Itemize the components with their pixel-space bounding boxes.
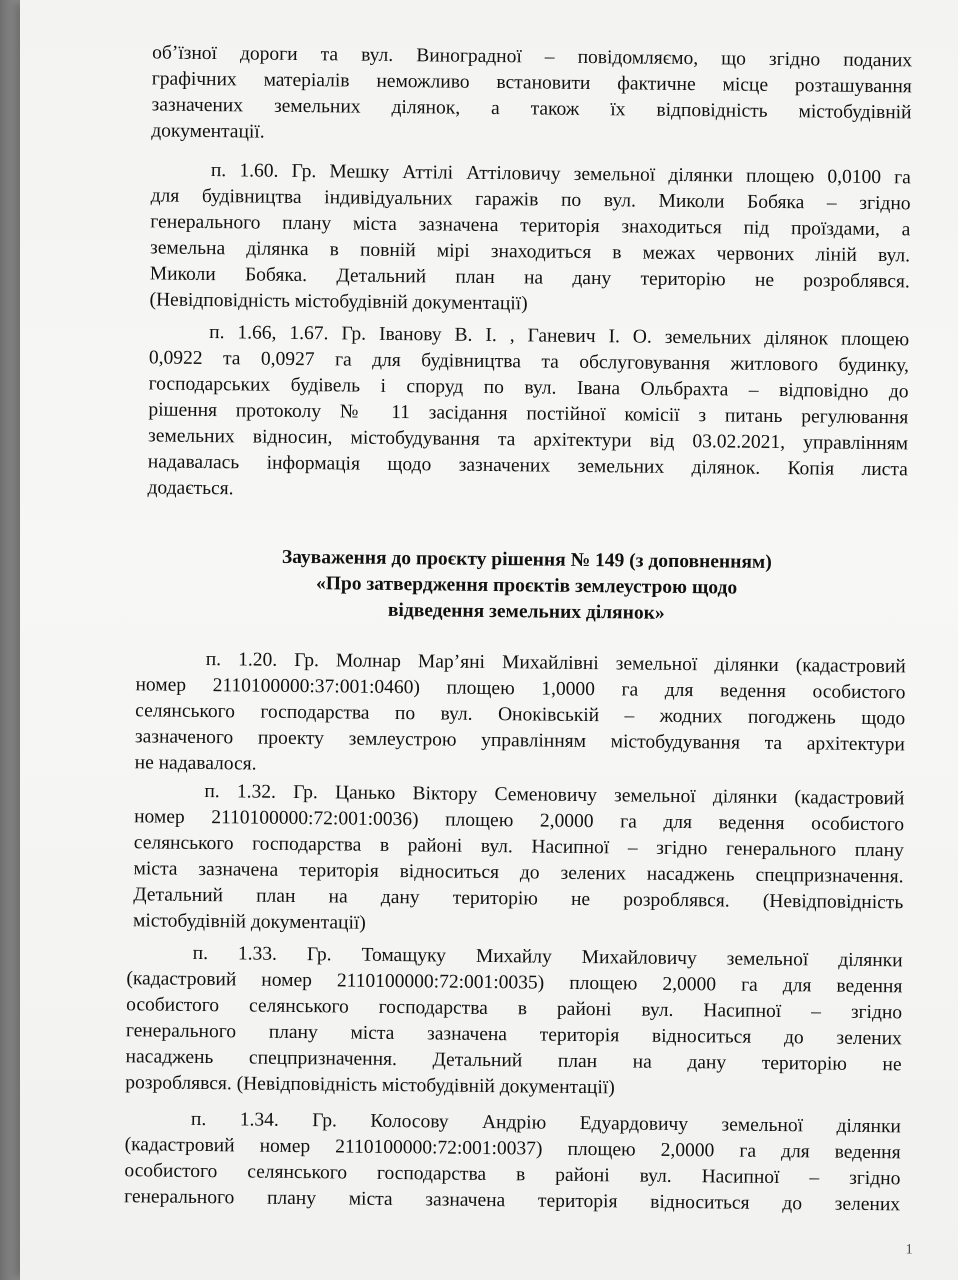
paragraph-line: п. 1.66, 1.67. Гр. Іванову В. І. , Ганевич І. О. земельних ділянок площею [209,322,910,351]
paragraph-line: зазначеного проекту землеустрою управлінням містобудування та архітектури [134,726,906,756]
paragraph-line: номер 2110100000:72:001:0036) площею 2,0000 га для ведення особистого [134,806,905,836]
paragraph-line: зазначених земельних ділянок, а також їх відповідність містобудівній [151,94,912,124]
paragraph-line: міста зазначена територія відноситься до зелених насаджень спецпризначення. [133,858,904,888]
paragraph-line: для будівництва індивідуальних гаражів по вул. Миколи Бобяка – згідно [150,185,911,215]
paragraph-line: документації. [151,120,265,143]
paragraph-line: Детальний план на дану територію не розроблявся. (Невідповідність [133,884,904,914]
paragraph-line: розроблявся. (Невідповідність містобудівній документації) [125,1072,615,1099]
paragraph-line: п. 1.32. Гр. Цанько Віктору Семеновичу земельної ділянки (кадастровий [204,781,905,810]
paragraph-line: (Невідповідність містобудівній документації) [149,289,528,315]
paragraph-line: п. 1.60. Гр. Мешку Аттілі Аттіловичу земельної ділянки площею 0,0100 га [210,160,911,189]
section-heading-line-2: «Про затвердження проєктів землеустрою щодо [315,573,738,599]
document-text [20,0,958,1280]
section-heading-line-3: відведення земельних ділянок» [387,599,665,624]
paragraph-line: п. 1.34. Гр. Колосову Андрію Едуардовичу земельної ділянки [190,1108,902,1138]
page-mark: 1 [905,1242,913,1258]
paragraph-line: особистого селянського господарства в районі вул. Насипної – згідно [126,994,903,1024]
paragraph-line: надавалась інформація щодо зазначених земельних ділянок. Копія листа [147,451,908,481]
paragraph-line: п. 1.33. Гр. Томащуку Михайлу Михайловичу земельної ділянки [192,942,903,972]
paragraph-line: Миколи Бобяка. Детальний план на дану територію не розроблявся. [149,263,910,293]
paragraph-line: (кадастровий номер 2110100000:72:001:0035) площею 2,0000 га для ведення [126,968,903,998]
paragraph-line: селянського господарства в районі вул. Насипної – згідно генерального плану [133,832,904,862]
paragraph-line: селянського господарства по вул. Оноківській – жодних погоджень щодо [135,700,906,730]
paragraph-line: рішення протоколу № 11 засідання постійної комісії з питань регулювання [148,399,909,429]
paragraph-line: містобудівній документації) [132,910,366,934]
paragraph-line: (кадастровий номер 2110100000:72:001:0037) площею 2,0000 га для ведення [124,1134,901,1164]
paragraph-line: номер 2110100000:37:001:0460) площею 1,0000 га для ведення особистого [135,674,906,704]
paragraph-line: господарських будівель і споруд по вул. Івана Ольбрахта – відповідно до [148,373,909,403]
paragraph-line: п. 1.20. Гр. Молнар Мар’яні Михайлівні земельної ділянки (кадастровий [205,649,906,678]
paragraph-line: графічних матеріалів неможливо встановити фактичне місце розташування [151,68,912,98]
section-heading-line-1: Зауваження до проєкту рішення № 149 (з доповненням) [281,546,772,573]
paragraph-line: насаджень спецпризначення. Детальний план на дану територію не [125,1046,902,1076]
paragraph-line: генерального плану міста зазначена територія відноситься до зелених [125,1020,902,1050]
paragraph-line: 0,0922 та 0,0927 га для будівництва та обслуговування житлового будинку, [148,347,910,377]
paragraph-line: додається. [147,477,234,500]
paragraph-line: особистого селянського господарства в районі вул. Насипної – згідно [124,1160,901,1190]
paragraph-line: генерального плану міста зазначена територія знаходиться під проїздами, а [150,211,911,241]
paragraph-line: земельних відносин, містобудування та архітектури від 03.02.2021, управлінням [148,425,909,455]
paragraph-line: об’їзної дороги та вул. Виноградної – повідомляємо, що згідно поданих [152,42,913,72]
paragraph-line: генерального плану міста зазначена територія відноситься до зелених [124,1186,901,1216]
paragraph-line: земельна ділянка в повній мірі знаходиться в межах червоних ліній вул. [149,237,911,267]
document-page [20,0,958,1280]
paragraph-line: не надавалося. [134,752,257,775]
